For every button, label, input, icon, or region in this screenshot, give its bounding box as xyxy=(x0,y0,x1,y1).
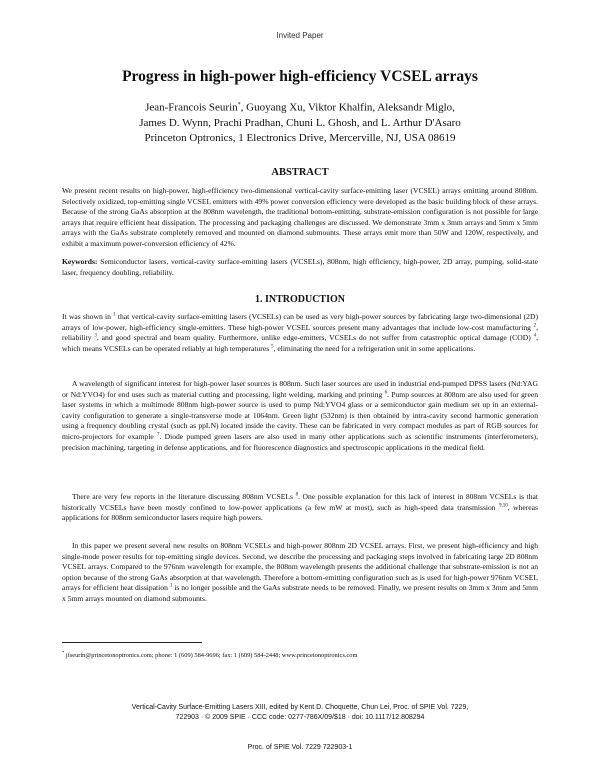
intro-paragraph-3: There are very few reports in the literature discussing 808nm VCSELs $^8$. One possible explanation for this lack of interest in 808nm VCSELs is that historically VCSELs have been mostly confined to low-power applications (a few mW at most), such as high-speed data transmission $^{9,10}$, whereas applications for 808nm semiconductor lasers require high powers. xyxy=(62,492,538,523)
intro-paragraph-2: A wavelength of significant interest for high-power laser sources is 808nm. Such laser sources are used in industrial end-pumped DPSS lasers (Nd:YAG or Nd:YVO4) for end uses such as material cutting and processing, light welding, marking and printing $^6$. Pump sources at 808nm are also used for green laser systems in which a multimode 808nm high-power source is used to pump Nd:YVO4 glass or a semiconductor gain medium set up in an external-cavity configuration to generate a single-transverse mode at 1064nm. Green light (532nm) is then obtained by intra-cavity second harmonic generation using a frequency doubling crystal (such as ppLN) located inside the cavity. These can be fabricated in very compact modules as part of RGB sources for micro-projectors for example $^7$. Diode pumped green lasers are also used in many other applications such as scientific instruments (interferometers), precision machining, targeting in defense applications, and for fluorescence diagnostics and spectroscopic applications in the medical field. xyxy=(62,379,538,452)
page-number: Proc. of SPIE Vol. 7229 722903-1 xyxy=(247,744,353,751)
citation-line-2: 722903 · © 2009 SPIE · CCC code: 0277-786X/09/$18 · doi: 10.1117/12.808294 xyxy=(175,713,425,721)
citation-ref: 1 xyxy=(113,312,116,318)
author-footnote-marker: * xyxy=(237,102,241,108)
footnote-text: jfseurin@princetonoptronics.com; phone: 1 (609) 584-9696; fax: 1 (609) 584-2448; www.princetonoptronics.com xyxy=(64,652,358,660)
citation-ref: 4 xyxy=(533,333,537,339)
citation-line-1: Vertical-Cavity Surface-Emitting Lasers XIII, edited by Kent D. Choquette, Chun Lei, Proc. of SPIE Vol. 7229, xyxy=(131,704,469,711)
author-line-1: Jean-Francois Seurin*, Guoyang Xu, Viktor Khalfin, Aleksandr Miglo, xyxy=(145,101,455,114)
invited-paper-label: Invited Paper xyxy=(276,31,324,40)
citation-ref: 7 xyxy=(156,432,160,438)
author-block xyxy=(0,98,600,146)
keywords-label: Keywords: xyxy=(62,257,98,266)
paper-title: Progress in high-power high-efficiency VCSEL arrays xyxy=(122,68,478,85)
affiliation: Princeton Optronics, 1 Electronics Drive, Mercerville, NJ, USA 08619 xyxy=(144,131,456,144)
citation-ref: 2 xyxy=(533,323,537,329)
section-heading-introduction: 1. INTRODUCTION xyxy=(254,294,345,305)
citation-ref: 3 xyxy=(94,333,97,339)
author-line-2: James D. Wynn, Prachi Pradhan, Chuni L. Ghosh, and L. Arthur D'Asaro xyxy=(139,116,461,129)
abstract-text: We present recent results on high-power, high-efficiency two-dimensional vertical-cavity surface-emitting laser (VCSEL) arrays emitting around 808nm. Selectively oxidized, top-emitting single VCSEL emitters with 49% power conversion efficiency were developed as the basic building block of these arrays. Because of the strong GaAs absorption at the 808nm wavelength, the traditional bottom-emitting, substrate-emission configuration is not possible for large arrays that require efficient heat dissipation. The processing and packaging challenges are discussed. We demonstrate 3mm x 3mm arrays and 5mm x 5mm arrays with the GaAs substrate completely removed and mounted on diamond submounts. These arrays emit more than 50W and 120W, respectively, and exhibit a maximum power-conversion efficiency of 42%. xyxy=(62,186,538,248)
citation-ref: 5 xyxy=(271,344,274,350)
keywords-text: Semiconductor lasers, vertical-cavity surface-emitting lasers (VCSELs), 808nm, high efficiency, high-power, 2D array, pumping, solid-state laser, frequency doubling, reliability. xyxy=(62,257,538,277)
citation-ref: 9,10 xyxy=(499,503,508,509)
intro-paragraph-1: It was shown in $^1$ that vertical-cavity surface-emitting lasers (VCSELs) can be used as very high-power sources by fabricating large two-dimensional (2D) arrays of low-power, high-efficiency single-emitters. These high-power VCSEL sources present many advantages that include low-cost manufacturing $^2$, reliability $^3$, and good spectral and beam quality. Furthermore, unlike edge-emitters, VCSELs do not suffer from catastrophic optical damage (COD) $^4$, which means VCSELs can be operated reliably at high temperatures $^5$, eliminating the need for a refrigeration unit in some applications. xyxy=(62,312,539,353)
abstract-heading: ABSTRACT xyxy=(271,167,329,178)
keywords xyxy=(62,257,538,278)
citation-ref: 8 xyxy=(295,492,299,498)
footnote-marker: * xyxy=(62,650,65,655)
citation-ref: 6 xyxy=(384,390,388,396)
footnote-divider xyxy=(62,642,202,643)
footnote xyxy=(62,648,538,660)
citation-ref: 1 xyxy=(169,583,173,589)
intro-paragraph-4: In this paper we present several new results on 808nm VCSELs and high-power 808nm 2D VCSEL arrays. First, we present high-efficiency and high single-mode power results for top-emitting single devices. Second, we describe the processing and packaging steps involved in fabricating large 2D 808nm VCSEL arrays. Compared to the 976nm wavelength for example, the 808nm wavelength presents the additional challenge that substrate-emission is not an option because of the strong GaAs absorption at that wavelength. Therefore a bottom-emitting configuration such as is used for high-power 976nm VCSEL arrays for efficient heat dissipation $^1$ is no longer possible and the GaAs substrate needs to be removed. Finally, we present results on 3mm x 3mm and 5mm x 5mm arrays mounted on diamond submounts. xyxy=(62,541,538,603)
publication-citation xyxy=(0,703,600,722)
